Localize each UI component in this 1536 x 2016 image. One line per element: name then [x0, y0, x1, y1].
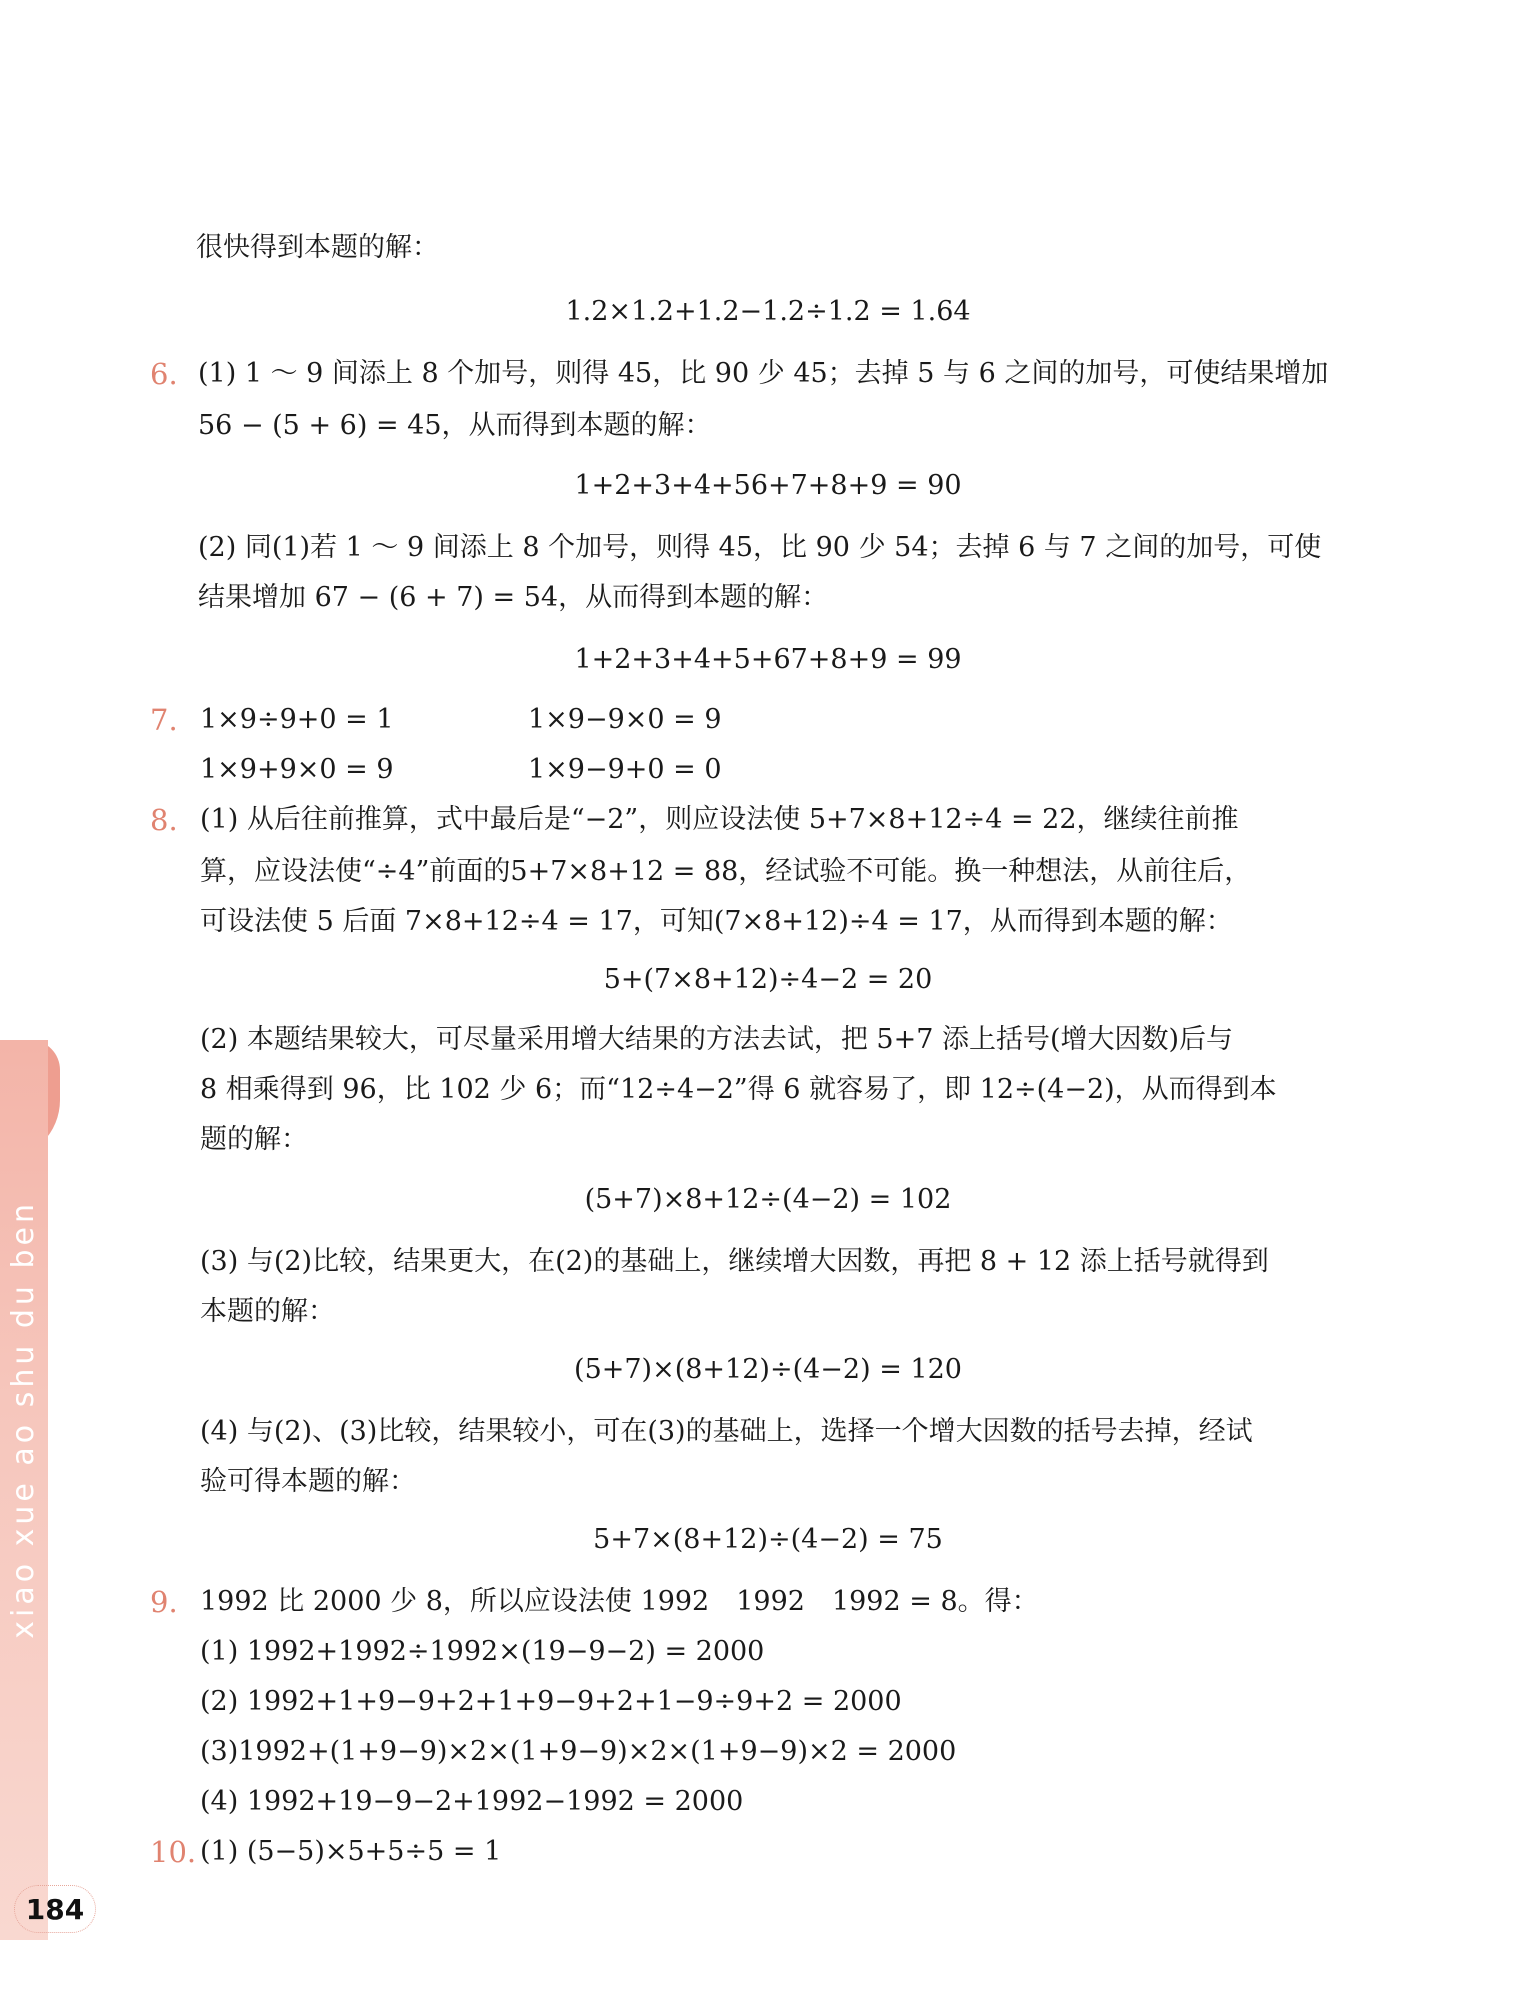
equation: 1+2+3+4+5+67+8+9 = 99 — [574, 644, 962, 675]
equation: 1.2×1.2+1.2−1.2÷1.2 = 1.64 — [565, 296, 971, 327]
problem-number-9: 9. — [150, 1585, 178, 1619]
equation: (1) (5−5)×5+5÷5 = 1 — [200, 1836, 502, 1867]
sidebar-vertical-text: xiao xue ao shu du ben — [6, 1200, 41, 1639]
text-line: (2) 同(1)若 1 ～ 9 间添上 8 个加号，则得 45，比 90 少 54；去掉 6 与 7 之间的加号，可使 — [198, 532, 1322, 563]
text-line: 可设法使 5 后面 7×8+12÷4 = 17，可知(7×8+12)÷4 = 17，从而得到本题的解： — [200, 906, 1233, 937]
equation: (3)1992+(1+9−9)×2×(1+9−9)×2×(1+9−9)×2 = 2000 — [200, 1736, 957, 1767]
text-line: 8 相乘得到 96，比 102 少 6；而“12÷4−2”得 6 就容易了，即 12÷(4−2)，从而得到本 — [200, 1074, 1277, 1105]
text-line: (1) 从后往前推算，式中最后是“−2”，则应设法使 5+7×8+12÷4 = 22，继续往前推 — [200, 804, 1239, 835]
equation: (5+7)×(8+12)÷(4−2) = 120 — [574, 1354, 962, 1385]
text-line: (4) 与(2)、(3)比较，结果较小，可在(3)的基础上，选择一个增大因数的括号去掉，经试 — [200, 1416, 1253, 1447]
text-line: 结果增加 67 − (6 + 7) = 54，从而得到本题的解： — [198, 582, 829, 613]
equation: 1×9−9+0 = 0 — [528, 754, 722, 785]
problem-number-7: 7. — [150, 703, 178, 737]
text-line: 1992 比 2000 少 8，所以应设法使 1992 1992 1992 = 8。得： — [200, 1586, 1039, 1617]
text-line: 很快得到本题的解： — [196, 232, 439, 263]
equation: 1×9+9×0 = 9 — [200, 754, 394, 785]
equation: (4) 1992+19−9−2+1992−1992 = 2000 — [200, 1786, 744, 1817]
equation: (2) 1992+1+9−9+2+1+9−9+2+1−9÷9+2 = 2000 — [200, 1686, 902, 1717]
equation: (5+7)×8+12÷(4−2) = 102 — [584, 1184, 952, 1215]
problem-number-6: 6. — [150, 357, 178, 391]
equation: 1×9÷9+0 = 1 — [200, 704, 394, 735]
problem-number-8: 8. — [150, 803, 178, 837]
text-line: (3) 与(2)比较，结果更大，在(2)的基础上，继续增大因数，再把 8 + 12 添上括号就得到 — [200, 1246, 1269, 1277]
text-line: (2) 本题结果较大，可尽量采用增大结果的方法去试，把 5+7 添上括号(增大因数)后与 — [200, 1024, 1234, 1055]
text-line: 题的解： — [200, 1124, 308, 1155]
page-number: 184 — [14, 1885, 96, 1933]
text-line: 56 − (5 + 6) = 45，从而得到本题的解： — [198, 410, 712, 441]
text-line: 本题的解： — [200, 1296, 335, 1327]
text-line: (1) 1 ～ 9 间添上 8 个加号，则得 45，比 90 少 45；去掉 5 与 6 之间的加号，可使结果增加 — [198, 358, 1329, 389]
equation: 5+7×(8+12)÷(4−2) = 75 — [593, 1524, 943, 1555]
text-line: 验可得本题的解： — [200, 1466, 416, 1497]
equation: 5+(7×8+12)÷4−2 = 20 — [603, 964, 933, 995]
problem-number-10: 10. — [150, 1835, 197, 1869]
equation: (1) 1992+1992÷1992×(19−9−2) = 2000 — [200, 1636, 765, 1667]
equation: 1+2+3+4+56+7+8+9 = 90 — [574, 470, 962, 501]
equation: 1×9−9×0 = 9 — [528, 704, 722, 735]
text-line: 算，应设法使“÷4”前面的5+7×8+12 = 88，经试验不可能。换一种想法，从前往后， — [200, 856, 1252, 887]
